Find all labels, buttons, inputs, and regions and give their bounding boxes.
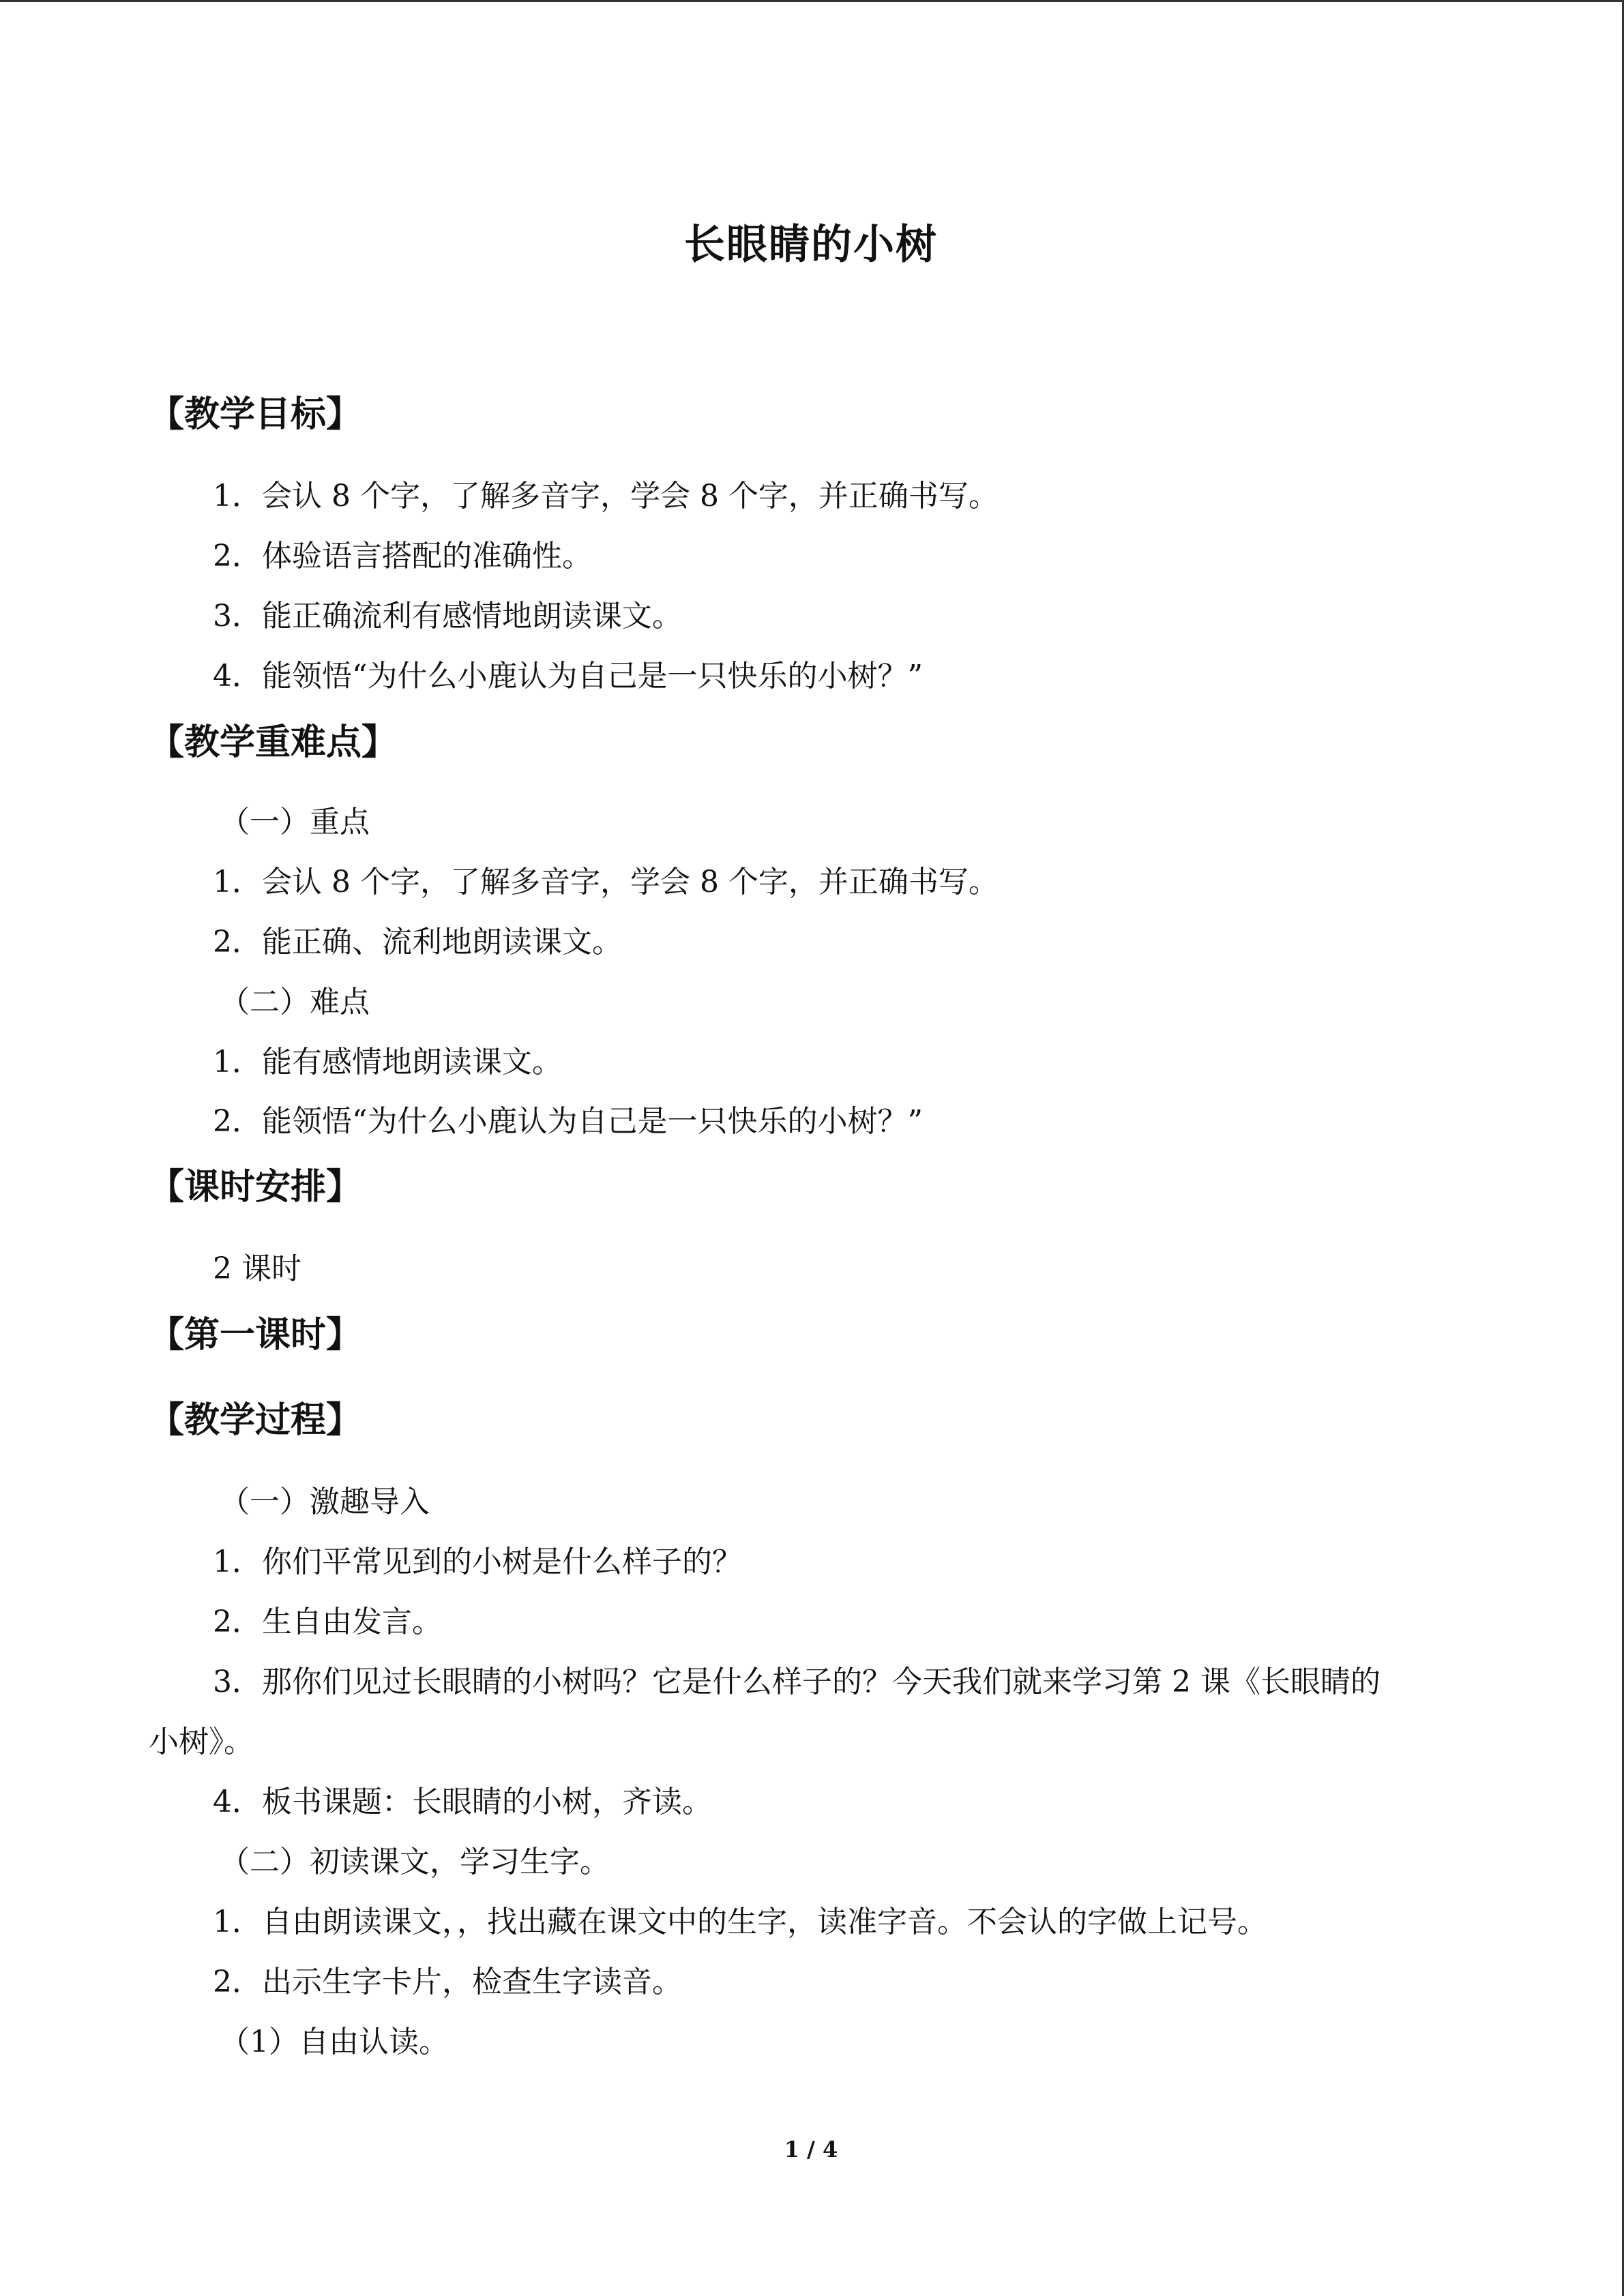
difficulty-item-2: 2．能领悟“为什么小鹿认为自己是一只快乐的小树？” [213,1104,923,1139]
process-item-3-cont: 小树》。 [149,1725,254,1759]
key-points-sub2: （二）难点 [220,985,370,1019]
key-point-item-1: 1．会认 8 个字，了解多音字，学会 8 个字，并正确书写。 [213,865,999,899]
heading-schedule: 【课时安排】 [149,1167,362,1208]
document-title: 长眼睛的小树 [684,221,938,269]
heading-key-points: 【教学重难点】 [149,722,398,763]
process-sub1: （一）激趣导入 [220,1485,430,1519]
key-point-item-2: 2．能正确、流利地朗读课文。 [213,925,622,959]
process-sub2-item-1: 1．自由朗读课文，，找出藏在课文中的生字，读准字音。不会认的字做上记号。 [213,1905,1267,1939]
process-item-1: 1．你们平常见到的小树是什么样子的？ [213,1545,742,1579]
goal-item-3: 3．能正确流利有感情地朗读课文。 [213,599,682,633]
goal-item-1: 1．会认 8 个字，了解多音字，学会 8 个字，并正确书写。 [213,479,999,513]
heading-goals: 【教学目标】 [149,394,362,435]
goal-item-2: 2．体验语言搭配的准确性。 [213,539,592,573]
heading-lesson1: 【第一课时】 [149,1315,362,1356]
goal-item-4: 4．能领悟“为什么小鹿认为自己是一只快乐的小树？” [213,659,923,694]
process-sub2: （二）初读课文，学习生字。 [220,1845,610,1879]
process-item-3: 3．那你们见过长眼睛的小树吗？它是什么样子的？今天我们就来学习第 2 课《长眼睛的 [213,1665,1381,1699]
process-sub2-item-2: 2．出示生字卡片，检查生字读音。 [213,1965,682,1999]
process-item-4: 4．板书课题：长眼睛的小树，齐读。 [213,1785,712,1819]
process-item-2: 2．生自由发言。 [213,1605,442,1639]
key-points-sub1: （一）重点 [220,805,370,839]
difficulty-item-1: 1．能有感情地朗读课文。 [213,1045,562,1079]
page-number: 1 / 4 [784,2136,838,2162]
heading-process: 【教学过程】 [149,1400,362,1441]
schedule-text: 2 课时 [213,1251,301,1286]
process-sub2-item-3: （1）自由认读。 [220,2025,449,2059]
